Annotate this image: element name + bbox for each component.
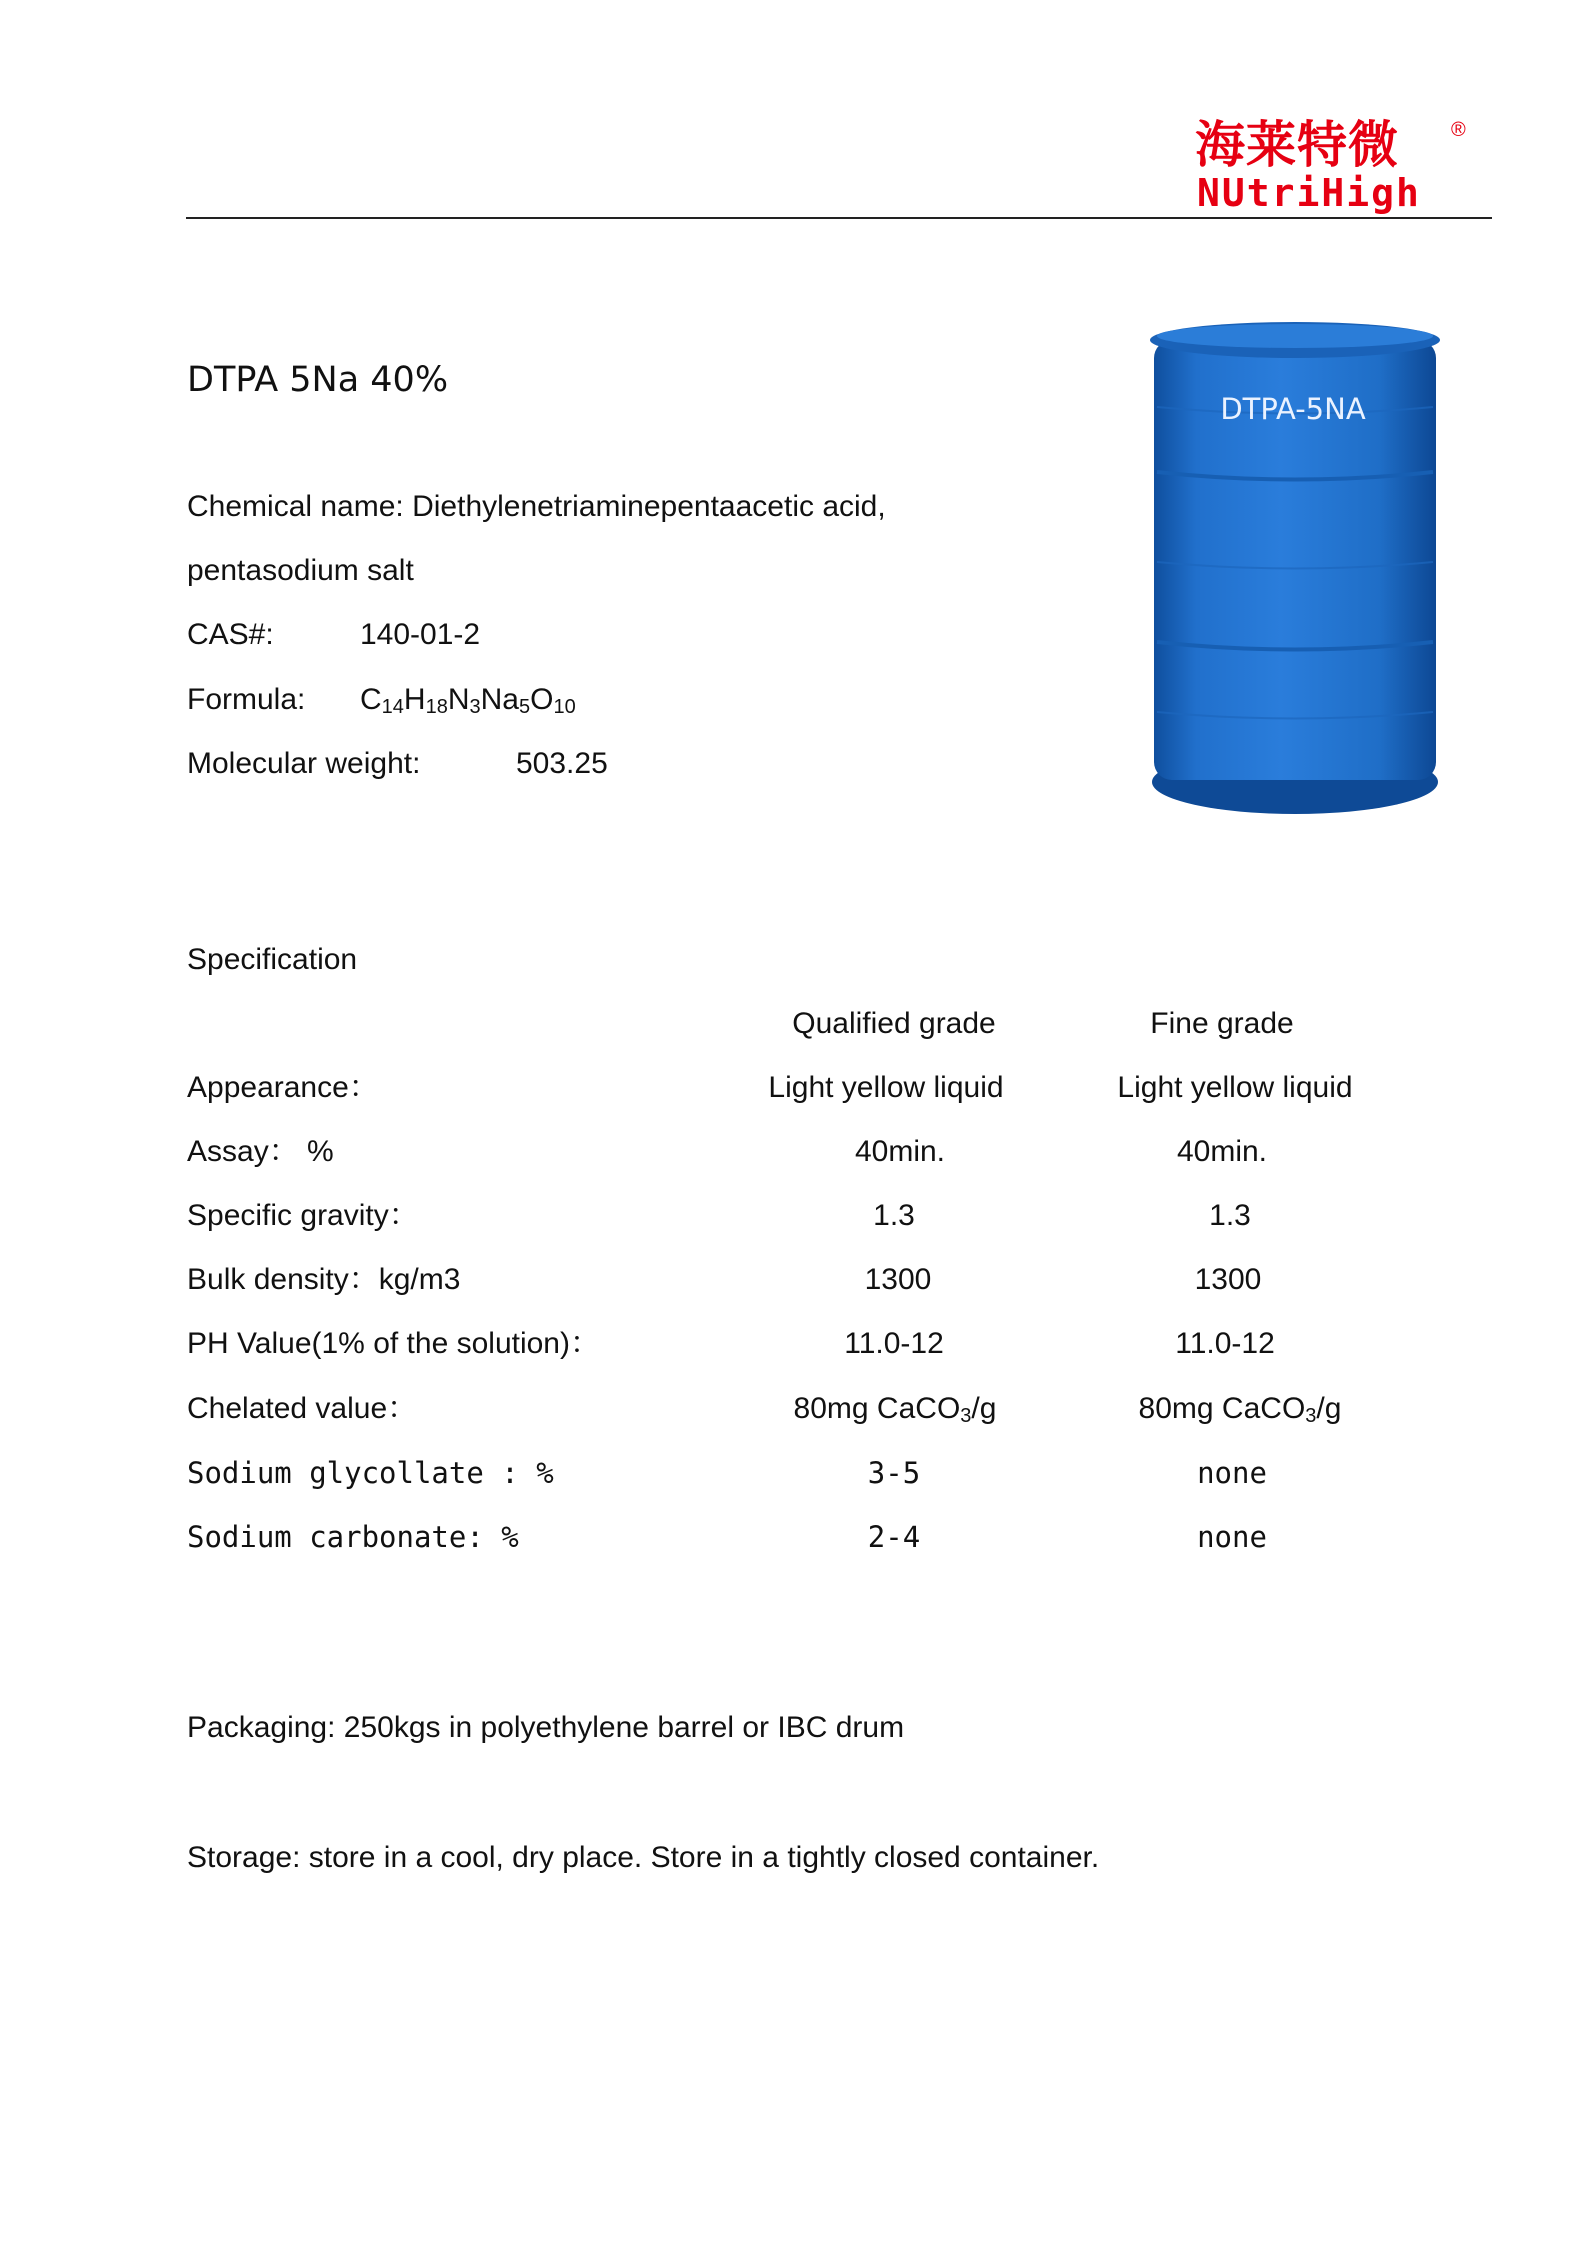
spec-row-label: Specific gravity： [187, 1199, 419, 1232]
spec-row-label: Chelated value： [187, 1392, 418, 1425]
molecular-weight-label: Molecular weight: [187, 747, 421, 780]
formula-label: Formula: [187, 683, 306, 716]
spec-row-fine: 40min. [1176, 1135, 1268, 1168]
spec-row-qualified: 3-5 [867, 1456, 921, 1490]
spec-row-fine: none [1197, 1520, 1267, 1554]
logo-english-text: NUtriHigh [1197, 171, 1421, 215]
cas-label: CAS#: [187, 618, 274, 651]
spec-row-qualified: 2-4 [867, 1520, 921, 1554]
logo-chinese-text: 海莱特微 [1195, 116, 1399, 174]
spec-row-label: Appearance： [187, 1071, 379, 1104]
formula-subscript: 5 [519, 696, 531, 718]
header-divider [186, 217, 1492, 219]
storage-text: Storage: store in a cool, dry place. Store in a tightly closed container. [187, 1841, 1100, 1874]
formula-value [360, 680, 576, 727]
spec-row-label: Bulk density：kg/m3 [187, 1263, 461, 1296]
chemical-name-value: Diethylenetriaminepentaacetic acid, [412, 490, 886, 523]
packaging-text: Packaging: 250kgs in polyethylene barrel or IBC drum [187, 1711, 905, 1744]
cas-value: 140-01-2 [360, 618, 481, 651]
formula-element: H [403, 683, 426, 716]
spec-row-qualified: 1300 [864, 1263, 932, 1296]
formula-element: N [447, 683, 470, 716]
formula-subscript: 3 [469, 696, 481, 718]
company-logo [1195, 115, 1505, 215]
spec-row-fine: 1300 [1194, 1263, 1262, 1296]
formula-element: O [530, 683, 554, 716]
spec-row-fine: 11.0-12 [1175, 1327, 1275, 1360]
formula-element: Na [480, 683, 519, 716]
spec-row-fine: Light yellow liquid [1117, 1071, 1353, 1104]
chemical-name-label: Chemical name: [187, 490, 413, 523]
spec-row-fine: 80mg CaCO$_3$/g [1138, 1392, 1342, 1427]
formula-subscript: 10 [553, 696, 576, 718]
formula-subscript: 14 [381, 696, 404, 718]
product-drum-image [1145, 312, 1445, 822]
formula-element: C [360, 683, 382, 716]
spec-row-label: Sodium carbonate: % [187, 1520, 519, 1554]
spec-row-qualified: Light yellow liquid [768, 1071, 1004, 1104]
formula-subscript: 18 [425, 696, 448, 718]
spec-row-qualified: 40min. [854, 1135, 946, 1168]
col-header-fine: Fine grade [1150, 1007, 1294, 1040]
spec-row-label: Sodium glycollate : % [187, 1456, 554, 1490]
chemical-name-line-2: pentasodium salt [187, 554, 414, 587]
spec-row-label: Assay： % [187, 1135, 334, 1168]
spec-row-qualified: 11.0-12 [844, 1327, 944, 1360]
drum-label: DTPA-5NA [1220, 392, 1366, 426]
spec-row-fine: none [1197, 1456, 1267, 1490]
spec-row-fine: 1.3 [1209, 1199, 1251, 1232]
registered-mark-icon: ® [1451, 119, 1466, 141]
chemical-name-line-1 [187, 487, 886, 527]
product-title: DTPA 5Na 40% [187, 360, 449, 400]
molecular-weight-value: 503.25 [516, 747, 608, 780]
spec-row-qualified: 80mg CaCO$_3$/g [793, 1392, 997, 1427]
col-header-qualified: Qualified grade [792, 1007, 996, 1040]
spec-row-qualified: 1.3 [873, 1199, 915, 1232]
spec-heading: Specification [187, 943, 358, 976]
spec-row-label: PH Value(1% of the solution)： [187, 1327, 600, 1360]
